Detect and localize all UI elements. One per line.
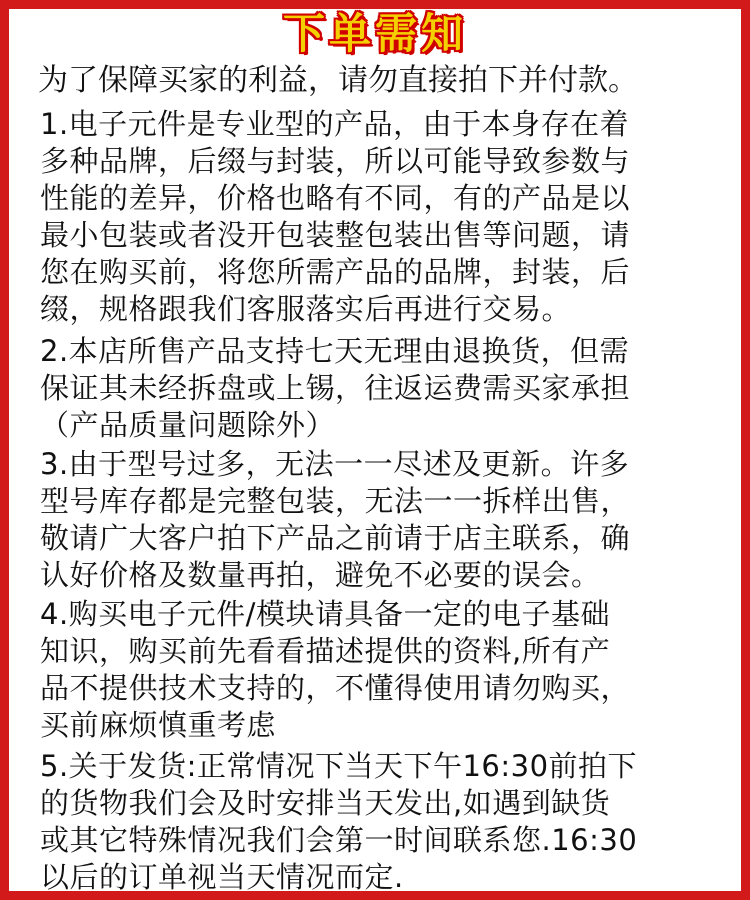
section-3-line: 3.由于型号过多，无法一一尽述及更新。许多 xyxy=(40,447,630,481)
section-5-line: 的货物我们会及时安排当天发出,如遇到缺货 xyxy=(40,786,611,820)
section-1-line: 1.电子元件是专业型的产品，由于本身存在着 xyxy=(40,107,630,141)
section-3-line: 型号库存都是完整包装，无法一一拆样出售， xyxy=(40,484,631,518)
page-title: 下单需知 xyxy=(282,9,467,58)
section-5-line: 以后的订单视当天情况而定. xyxy=(40,860,404,894)
section-3-line: 敬请广大客户拍下产品之前请于店主联系，确 xyxy=(40,521,631,555)
notice-section-4 xyxy=(40,596,710,744)
section-5-line: 5.关于发货:正常情况下当天下午16:30前拍下 xyxy=(40,749,638,783)
section-1-line: 多种品牌，后缀与封装，所以可能导致参数与 xyxy=(40,144,631,178)
section-4-line: 知识，购买前先看看描述提供的资料,所有产 xyxy=(40,634,611,668)
section-2-line: （产品质量问题除外） xyxy=(40,408,336,442)
section-3-line: 认好价格及数量再拍，避免不必要的误会。 xyxy=(40,558,601,592)
section-4-line: 买前麻烦慎重考虑 xyxy=(40,708,277,742)
section-2-line: 保证其未经拆盘或上锡，往返运费需买家承担 xyxy=(40,371,631,405)
section-1-line: 您在购买前，将您所需产品的品牌，封装，后 xyxy=(40,255,631,289)
notice-section-2 xyxy=(40,333,710,444)
intro-notice: 为了保障买家的利益，请勿直接拍下并付款。 xyxy=(38,63,638,98)
section-4-line: 品不提供技术支持的，不懂得使用请勿购买， xyxy=(40,671,631,705)
notice-section-1 xyxy=(40,106,710,328)
section-1-line: 性能的差异，价格也略有不同，有的产品是以 xyxy=(40,181,631,215)
section-4-line: 4.购买电子元件/模块请具备一定的电子基础 xyxy=(40,597,610,631)
section-5-line: 或其它特殊情况我们会第一时间联系您.16:30 xyxy=(40,823,638,857)
section-1-line: 缀，规格跟我们客服落实后再进行交易。 xyxy=(40,292,572,326)
section-2-line: 2.本店所售产品支持七天无理由退换货，但需 xyxy=(40,334,630,368)
notice-section-5 xyxy=(40,748,710,896)
notice-section-3 xyxy=(40,446,710,594)
section-1-line: 最小包装或者没开包装整包装出售等问题，请 xyxy=(40,218,631,252)
